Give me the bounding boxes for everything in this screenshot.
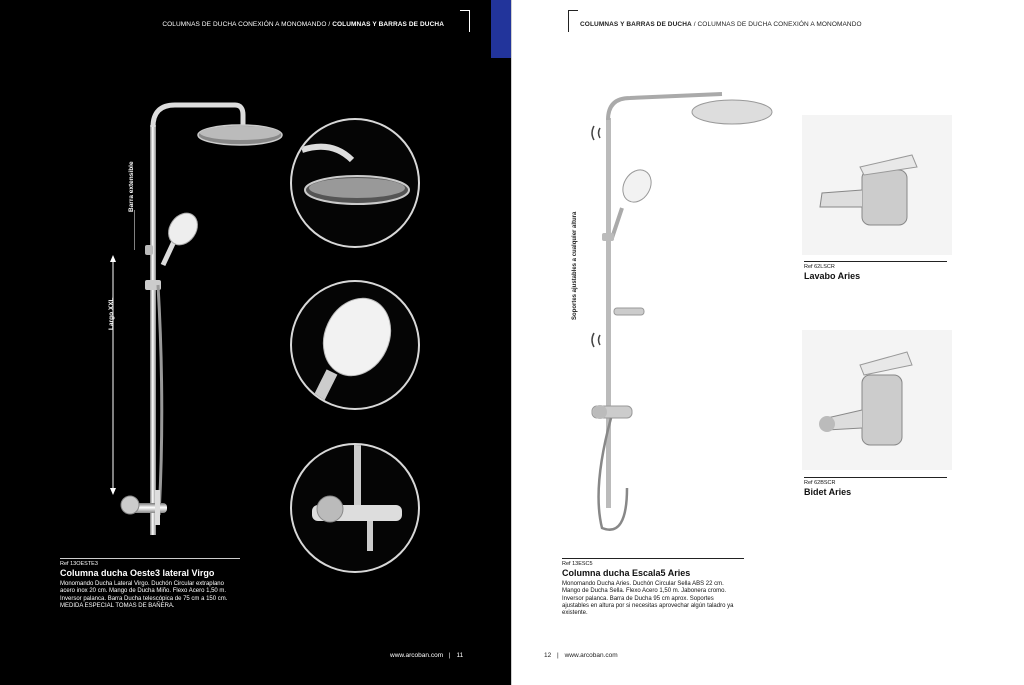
product-desc-line: ajustables en altura por si necesitas aprovechar algún taladro ya bbox=[562, 603, 734, 610]
product-ref: Ref 62LSCR bbox=[804, 264, 835, 270]
product-ref: Ref 13ESC5 bbox=[562, 561, 593, 567]
product-title: Columna ducha Escala5 Aries bbox=[562, 568, 691, 579]
showerhead-detail-image bbox=[292, 120, 418, 246]
right-page-header bbox=[580, 21, 862, 28]
product-spec-lavabo bbox=[804, 261, 947, 284]
spec-rule bbox=[562, 558, 744, 559]
corner-mark-left bbox=[460, 10, 470, 32]
page-number: 12 bbox=[544, 652, 552, 659]
left-header-category: COLUMNAS DE DUCHA CONEXIÓN A MONOMANDO / bbox=[162, 21, 333, 28]
footer-separator: | bbox=[448, 652, 451, 659]
product-desc-line: Mango de Ducha Sella. Flexo Acero 1,50 m. Jabonera cromo. bbox=[562, 588, 727, 595]
left-footer bbox=[390, 652, 463, 659]
product-spec-escala5 bbox=[562, 558, 744, 618]
spec-rule bbox=[60, 558, 240, 559]
corner-mark-right bbox=[568, 10, 578, 32]
product-desc-line: Monomando Ducha Lateral Virgo. Duchón Circular extraplano bbox=[60, 580, 224, 587]
product-desc-line: Monomando Ducha Aries. Duchón Circular Sella ABS 22 cm. bbox=[562, 580, 724, 587]
faucet-lavabo-image-frame bbox=[802, 115, 952, 255]
product-ref: Ref 13OESTE3 bbox=[60, 561, 98, 567]
product-title: Bidet Aries bbox=[804, 487, 852, 498]
spec-rule bbox=[804, 477, 947, 478]
left-header-active-category: COLUMNAS Y BARRAS DE DUCHA bbox=[332, 21, 444, 28]
label-barra-extensible: Barra extensible bbox=[128, 161, 135, 212]
detail-circle-handshower bbox=[290, 280, 420, 410]
dimension-arrows bbox=[105, 180, 135, 500]
label-soportes: Soportes ajustables a cualquier altura bbox=[572, 211, 578, 320]
left-page-header bbox=[162, 21, 444, 28]
footer-separator: | bbox=[557, 652, 559, 659]
product-note: MEDIDA ESPECIAL TOMAS DE BAÑERA. bbox=[60, 603, 175, 610]
product-desc-line: Inversor palanca. Barra de Ducha 95 cm aprox. Soportes bbox=[562, 595, 714, 602]
spec-rule bbox=[804, 261, 947, 262]
footer-url[interactable]: www.arcoban.com bbox=[564, 652, 618, 659]
right-header-active-category: COLUMNAS Y BARRAS DE DUCHA bbox=[580, 21, 692, 28]
product-title: Columna ducha Oeste3 lateral Virgo bbox=[60, 568, 215, 579]
product-title: Lavabo Aries bbox=[804, 271, 861, 282]
page-number: 11 bbox=[456, 652, 464, 659]
right-page bbox=[512, 0, 1024, 685]
product-spec-bidet bbox=[804, 477, 947, 500]
product-ref: Ref 62BSCR bbox=[804, 480, 836, 486]
lavabo-aries-image bbox=[802, 115, 952, 255]
footer-url[interactable]: www.arcoban.com bbox=[390, 652, 444, 659]
detail-circle-showerhead bbox=[290, 118, 420, 248]
product-spec-oeste3 bbox=[60, 558, 240, 610]
mixer-detail-image bbox=[292, 445, 418, 571]
right-header-category: / COLUMNAS DE DUCHA CONEXIÓN A MONOMANDO bbox=[691, 21, 862, 28]
right-footer bbox=[544, 652, 618, 659]
handshower-detail-image bbox=[292, 282, 418, 408]
shower-column-escala5-image bbox=[582, 88, 802, 538]
product-desc-line: existente. bbox=[562, 610, 588, 617]
label-largo-xxl: Largo XXL bbox=[108, 297, 115, 330]
product-desc-line: Inversor palanca. Barra Ducha telescópica de 75 cm a 150 cm. bbox=[60, 595, 228, 602]
faucet-bidet-image-frame bbox=[802, 330, 952, 470]
product-desc-line: acero inox 20 cm. Mango de Ducha Miño. Flexo Acero 1,50 m. bbox=[60, 588, 227, 595]
bidet-aries-image bbox=[802, 330, 952, 470]
detail-circle-mixer bbox=[290, 443, 420, 573]
